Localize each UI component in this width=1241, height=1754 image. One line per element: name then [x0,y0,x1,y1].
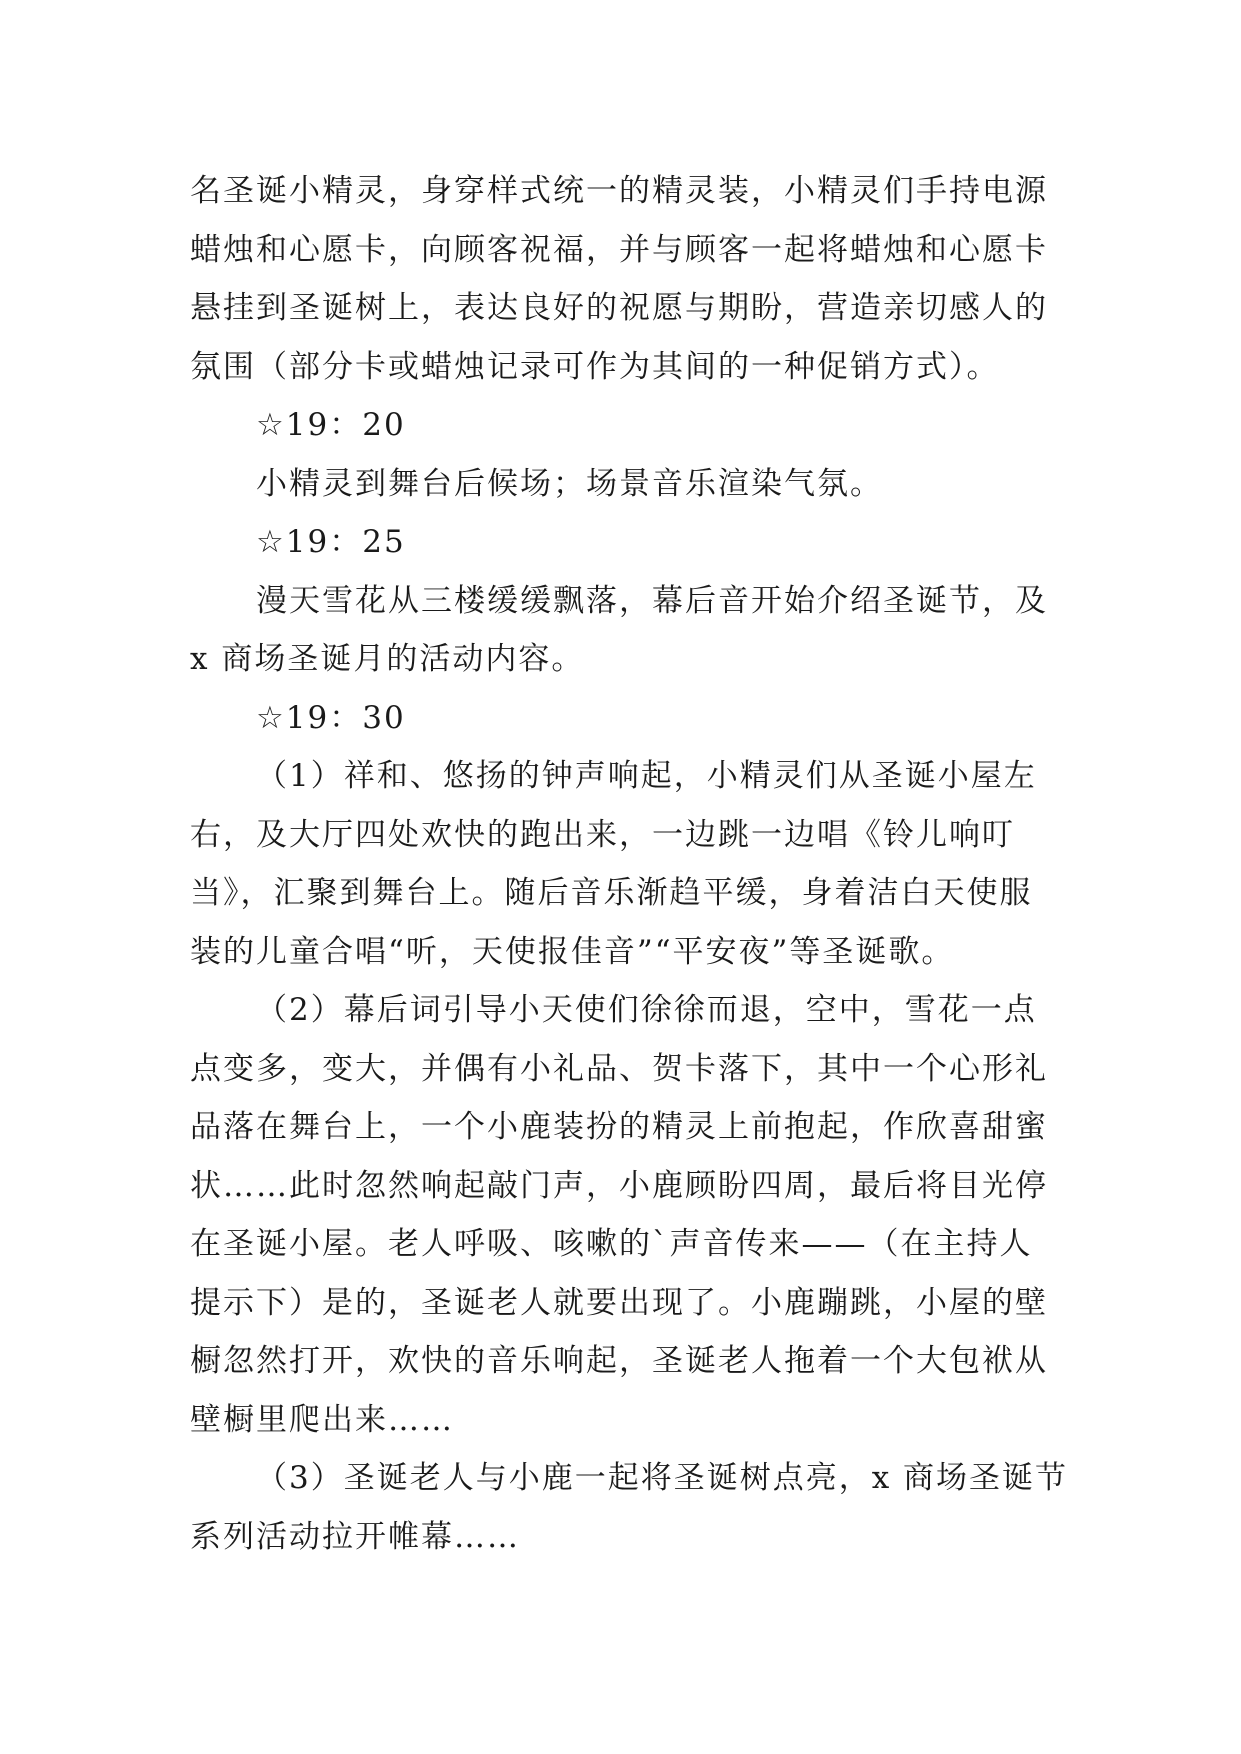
text-line: 漫天雪花从三楼缓缓飘落，幕后音开始介绍圣诞节，及 [256,582,1048,619]
text-line: 系列活动拉开帷幕…… [190,1518,520,1555]
text-line: ☆19：25 [256,524,406,560]
text-line: 状……此时忽然响起敲门声，小鹿顾盼四周，最后将目光停 [190,1167,1048,1204]
text-line: 当》，汇聚到舞台上。随后音乐渐趋平缓，身着洁白天使服 [190,875,1033,911]
text-line: （2）幕后词引导小天使们徐徐而退，空中，雪花一点 [256,992,1037,1028]
text-line: 名圣诞小精灵，身穿样式统一的精灵装，小精灵们手持电源 [190,173,1048,209]
text-line: 小精灵到舞台后候场；场景音乐渲染气氛。 [256,465,883,502]
text-line: ☆19：30 [256,699,406,736]
text-line: （3）圣诞老人与小鹿一起将圣诞树点亮，x 商场圣诞节 [256,1460,1069,1496]
text-line: 橱忽然打开，欢快的音乐响起，圣诞老人拖着一个大包袱从 [190,1343,1048,1379]
text-line: 品落在舞台上，一个小鹿装扮的精灵上前抱起，作欣喜甜蜜 [190,1109,1048,1145]
text-line: 壁橱里爬出来…… [190,1401,454,1438]
text-line: 装的儿童合唱“听，天使报佳音”“平安夜”等圣诞歌。 [190,933,955,970]
text-line: 右，及大厅四处欢快的跑出来，一边跳一边唱《铃儿响叮 [190,816,1015,853]
text-line: 提示下）是的，圣诞老人就要出现了。小鹿蹦跳，小屋的壁 [190,1284,1048,1321]
text-line: （1）祥和、悠扬的钟声响起，小精灵们从圣诞小屋左 [256,758,1037,794]
text-line: x 商场圣诞月的活动内容。 [190,641,585,677]
document-body [190,162,1069,1566]
text-line: 在圣诞小屋。老人呼吸、咳嗽的`声音传来——（在主持人 [190,1226,1033,1262]
text-line: ☆19：20 [256,407,406,443]
text-line: 氛围（部分卡或蜡烛记录可作为其间的一种促销方式）。 [190,348,1000,385]
text-line: 悬挂到圣诞树上，表达良好的祝愿与期盼，营造亲切感人的 [190,290,1048,326]
text-line: 蜡烛和心愿卡，向顾客祝福，并与顾客一起将蜡烛和心愿卡 [190,231,1048,268]
text-line: 点变多，变大，并偶有小礼品、贺卡落下，其中一个心形礼 [190,1050,1048,1087]
